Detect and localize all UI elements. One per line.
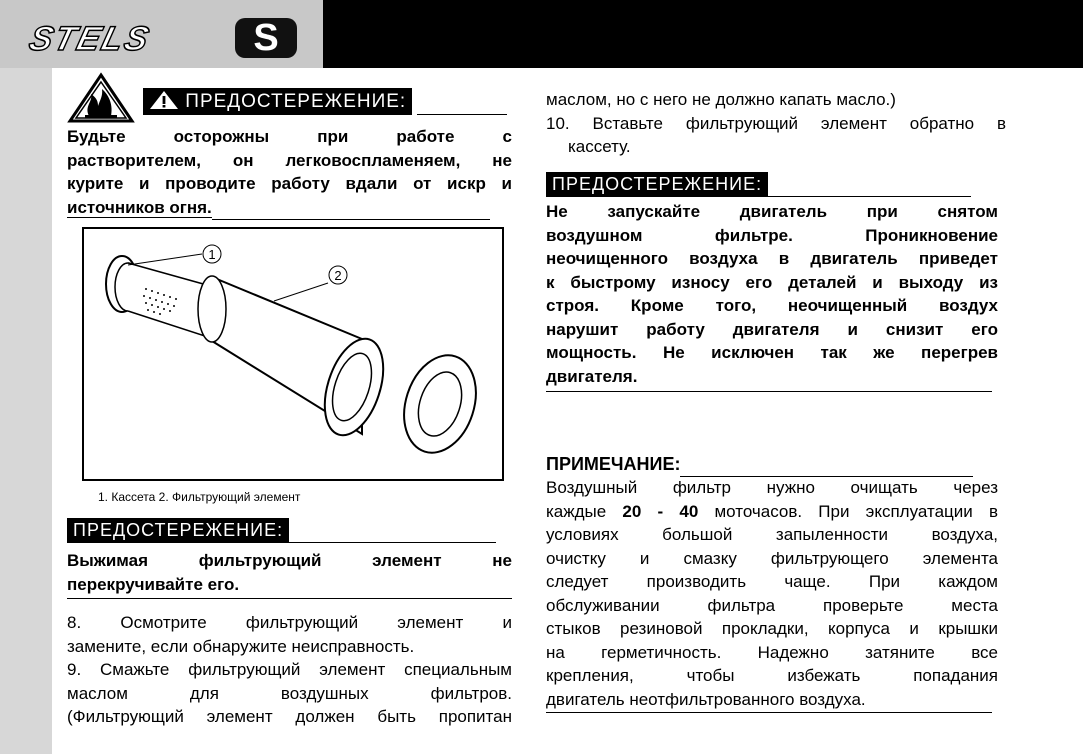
warning1-line: Будьте осторожны при работе с xyxy=(67,127,512,146)
figure-air-filter xyxy=(82,227,504,481)
warning3-line: строя. Кроме того, неочищенный воздух xyxy=(546,296,998,315)
step-line: 9. Смажьте фильтрующий элемент специальным xyxy=(67,660,512,679)
warning3-header xyxy=(546,172,991,197)
warning1-underline-tail xyxy=(212,219,490,220)
warning3-line: мощность. Не исключен так же перегрев xyxy=(546,343,998,362)
warning3-line: воздушном фильтре. Проникновение xyxy=(546,225,998,245)
figure-caption: 1. Кассета 2. Фильтрующий элемент xyxy=(98,490,301,504)
warning3-label: ПРЕДОСТЕРЕЖЕНИЕ: xyxy=(546,172,768,197)
note-line: двигатель неотфильтрованного воздуха. xyxy=(546,689,866,709)
step-line: маслом для воздушных фильтров. xyxy=(67,683,512,703)
warning3-line: нарушит работу двигателя и снизит его xyxy=(546,319,998,339)
warning3-line: Не запускайте двигатель при снятом xyxy=(546,202,998,221)
warning2-text xyxy=(67,549,512,596)
fire-warning-icon xyxy=(67,72,135,124)
warning1-label-box xyxy=(143,88,412,115)
note-line: стыков резиновой прокладки, корпуса и крышки xyxy=(546,619,998,638)
warning2-line: перекручивайте его. xyxy=(67,574,240,594)
warning1-text xyxy=(67,125,512,220)
divider xyxy=(546,712,992,713)
step-line: кассету. xyxy=(568,137,631,156)
air-filter-drawing xyxy=(84,229,502,479)
note-line: следует производить чаще. При каждом xyxy=(546,572,998,591)
callout-2: 2 xyxy=(334,268,342,283)
brand-mark-icon: S xyxy=(235,18,297,58)
note-line: каждые 20 - 40 моточасов. При эксплуатации в xyxy=(546,501,998,521)
warning3-underline xyxy=(768,196,971,197)
note-underline xyxy=(680,460,973,477)
warning3-text xyxy=(546,200,998,388)
warning1-line: растворителем, он легковоспламеняем, не xyxy=(67,150,512,170)
warning1-line: курите и проводите работу вдали от искр и xyxy=(67,174,512,193)
note-label: ПРИМЕЧАНИЕ: xyxy=(546,454,681,474)
warning2-underline xyxy=(289,542,496,543)
warning3-line: неочищенного воздуха в двигатель приведет xyxy=(546,249,998,268)
warning3-line: двигателя. xyxy=(546,366,638,386)
warning1-header xyxy=(143,88,510,115)
divider xyxy=(67,598,512,599)
side-strip xyxy=(0,68,52,754)
step-line: маслом, но с него не должно капать масло.) xyxy=(546,90,896,109)
warning2-label: ПРЕДОСТЕРЕЖЕНИЕ: xyxy=(67,518,289,543)
warning2-header xyxy=(67,518,512,543)
steps-right xyxy=(546,88,1006,159)
step-line: 8. Осмотрите фильтрующий элемент и xyxy=(67,613,512,632)
step-line: 10. Вставьте фильтрующий элемент обратно в xyxy=(546,113,1006,133)
warning1-label: ПРЕДОСТЕРЕЖЕНИЕ: xyxy=(185,91,407,112)
note-header xyxy=(546,453,998,477)
service-interval: 20 - 40 xyxy=(622,501,699,521)
steps-left xyxy=(67,611,512,729)
callout-1: 1 xyxy=(208,247,216,262)
note-line: обслуживании фильтра проверьте места xyxy=(546,595,998,615)
note-line: очистку и смазку фильтрующего элемента xyxy=(546,548,998,568)
warning3-line: к быстрому износу его деталей и выходу из xyxy=(546,272,998,292)
step-line: (Фильтрующий элемент должен быть пропитан xyxy=(67,707,512,726)
note-line: Воздушный фильтр нужно очищать через xyxy=(546,478,998,497)
note-line: условиях большой запыленности воздуха, xyxy=(546,525,998,544)
warning1-line: источников огня. xyxy=(67,197,212,217)
warning1-underline xyxy=(417,114,507,115)
step-line: замените, если обнаружите неисправность. xyxy=(67,636,415,656)
brand-logo: STELS xyxy=(25,20,155,58)
note-line: крепления, чтобы избежать попадания xyxy=(546,666,998,685)
note-text xyxy=(546,476,998,711)
exclamation-icon xyxy=(149,90,179,110)
warning2-line: Выжимая фильтрующий элемент не xyxy=(67,551,512,570)
header-bar xyxy=(323,0,1083,68)
divider xyxy=(546,391,992,392)
note-line: на герметичность. Надежно затяните все xyxy=(546,642,998,662)
